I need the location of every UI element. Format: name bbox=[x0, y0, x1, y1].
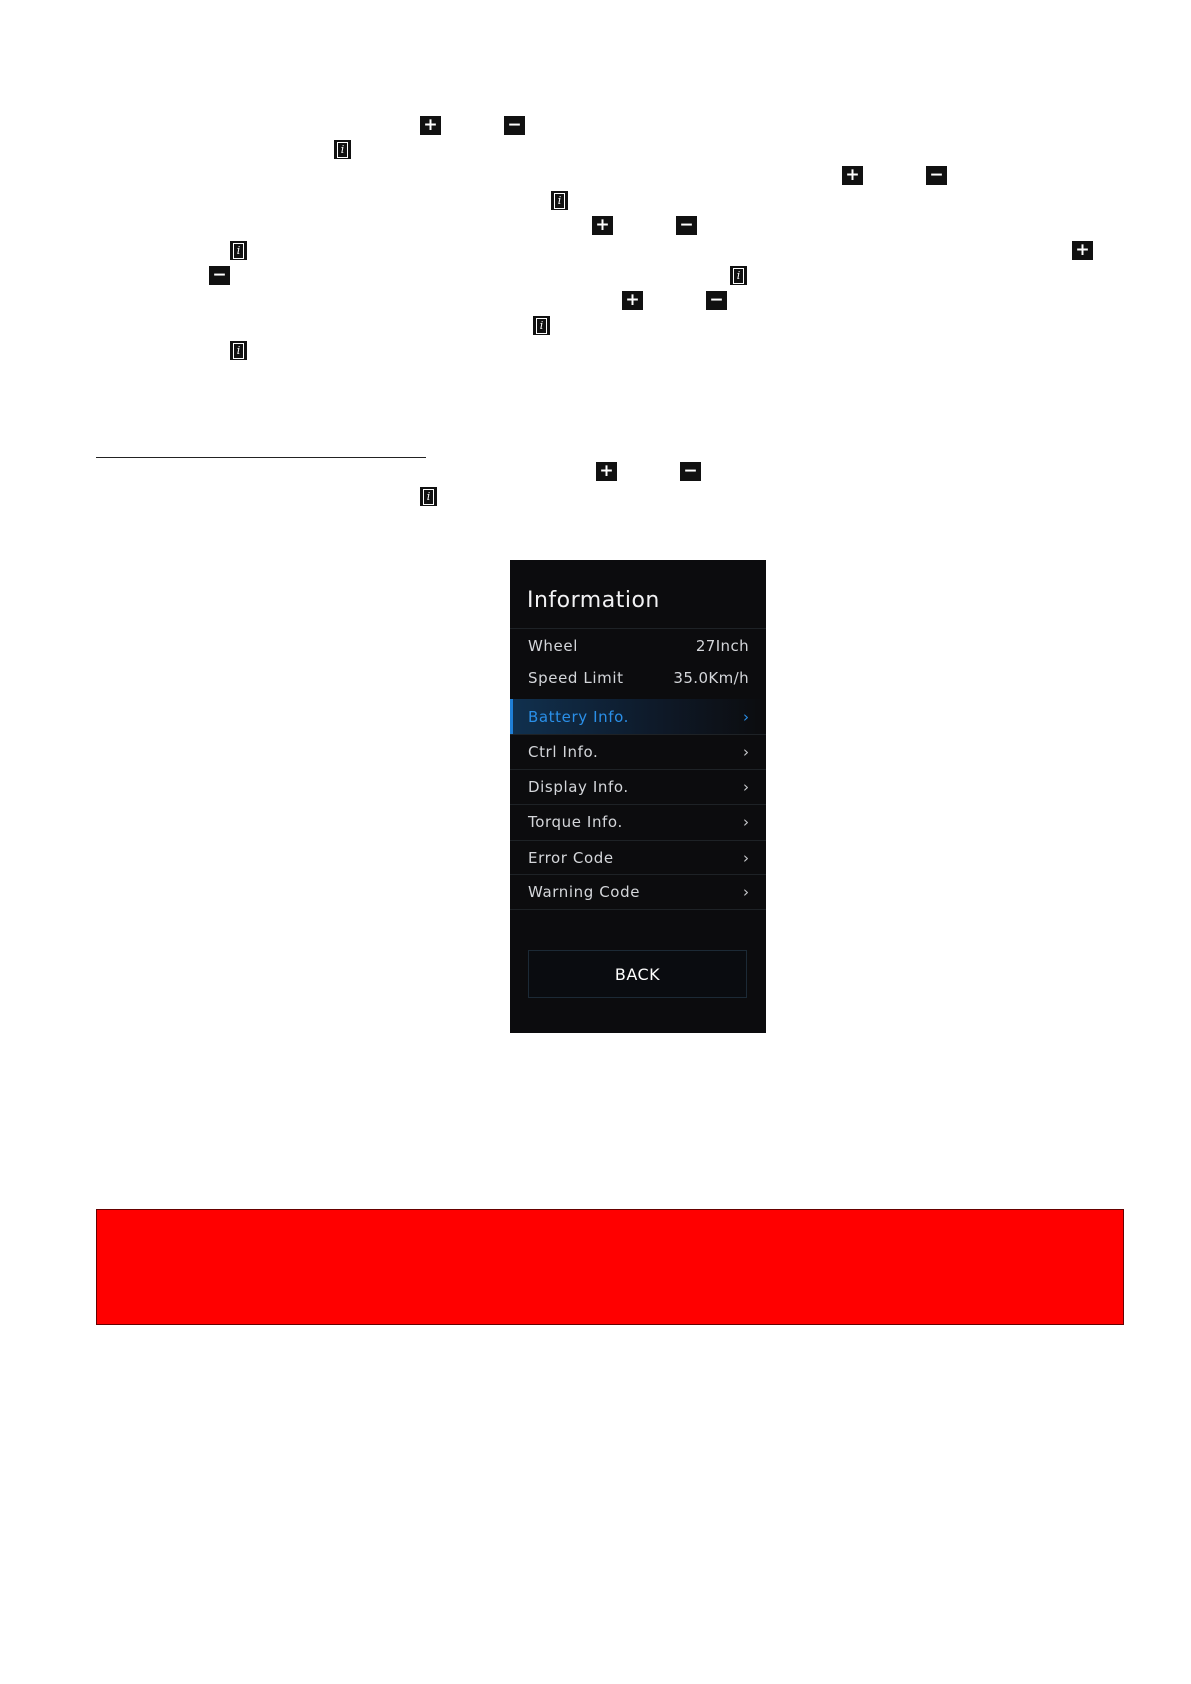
chevron-right-icon: › bbox=[743, 813, 749, 831]
info-button-icon: i bbox=[334, 140, 351, 159]
minus-button-icon: − bbox=[680, 462, 701, 481]
row-label: Speed Limit bbox=[528, 669, 624, 687]
minus-button-icon: − bbox=[504, 116, 525, 135]
divider bbox=[510, 734, 766, 735]
divider bbox=[510, 874, 766, 875]
warning-box bbox=[96, 1209, 1124, 1325]
row-value: 35.0Km/h bbox=[673, 669, 749, 687]
menu-item-label: Error Code bbox=[528, 849, 614, 867]
minus-button-icon: − bbox=[676, 216, 697, 235]
row-label: Wheel bbox=[528, 637, 578, 655]
chevron-right-icon: › bbox=[743, 883, 749, 901]
plus-button-icon: + bbox=[596, 462, 617, 481]
chevron-right-icon: › bbox=[743, 707, 749, 726]
info-button-icon: i bbox=[730, 266, 747, 285]
menu-item-warning-code[interactable] bbox=[510, 876, 766, 908]
info-button-icon: i bbox=[551, 191, 568, 210]
plus-button-icon: + bbox=[622, 291, 643, 310]
menu-item-label: Warning Code bbox=[528, 883, 641, 901]
info-button-icon: i bbox=[420, 487, 437, 506]
divider bbox=[510, 769, 766, 770]
chevron-right-icon: › bbox=[743, 849, 749, 867]
back-button[interactable]: BACK bbox=[528, 950, 747, 998]
menu-item-label: Ctrl Info. bbox=[528, 743, 599, 761]
divider bbox=[510, 840, 766, 841]
divider bbox=[510, 628, 766, 629]
chevron-right-icon: › bbox=[743, 778, 749, 796]
plus-button-icon: + bbox=[420, 116, 441, 135]
divider bbox=[510, 909, 766, 910]
chevron-right-icon: › bbox=[743, 743, 749, 761]
section-underline bbox=[96, 457, 426, 458]
info-button-icon: i bbox=[533, 316, 550, 335]
info-button-icon: i bbox=[230, 341, 247, 360]
divider bbox=[510, 804, 766, 805]
info-row-speed-limit bbox=[510, 662, 766, 694]
plus-button-icon: + bbox=[1072, 241, 1093, 260]
info-button-icon: i bbox=[230, 241, 247, 260]
display-screen bbox=[510, 560, 766, 1033]
info-row-wheel bbox=[510, 630, 766, 662]
plus-button-icon: + bbox=[842, 166, 863, 185]
menu-item-torque-info[interactable] bbox=[510, 806, 766, 838]
screen-title: Information bbox=[527, 588, 660, 613]
menu-item-label: Display Info. bbox=[528, 778, 629, 796]
menu-item-error-code[interactable] bbox=[510, 842, 766, 874]
menu-item-display-info[interactable] bbox=[510, 771, 766, 803]
minus-button-icon: − bbox=[706, 291, 727, 310]
menu-item-label: Torque Info. bbox=[528, 813, 623, 831]
minus-button-icon: − bbox=[209, 266, 230, 285]
menu-item-label: Battery Info. bbox=[528, 707, 629, 726]
row-value: 27Inch bbox=[695, 637, 749, 655]
minus-button-icon: − bbox=[926, 166, 947, 185]
menu-item-battery-info[interactable] bbox=[510, 699, 766, 734]
menu-item-ctrl-info[interactable] bbox=[510, 736, 766, 768]
plus-button-icon: + bbox=[592, 216, 613, 235]
